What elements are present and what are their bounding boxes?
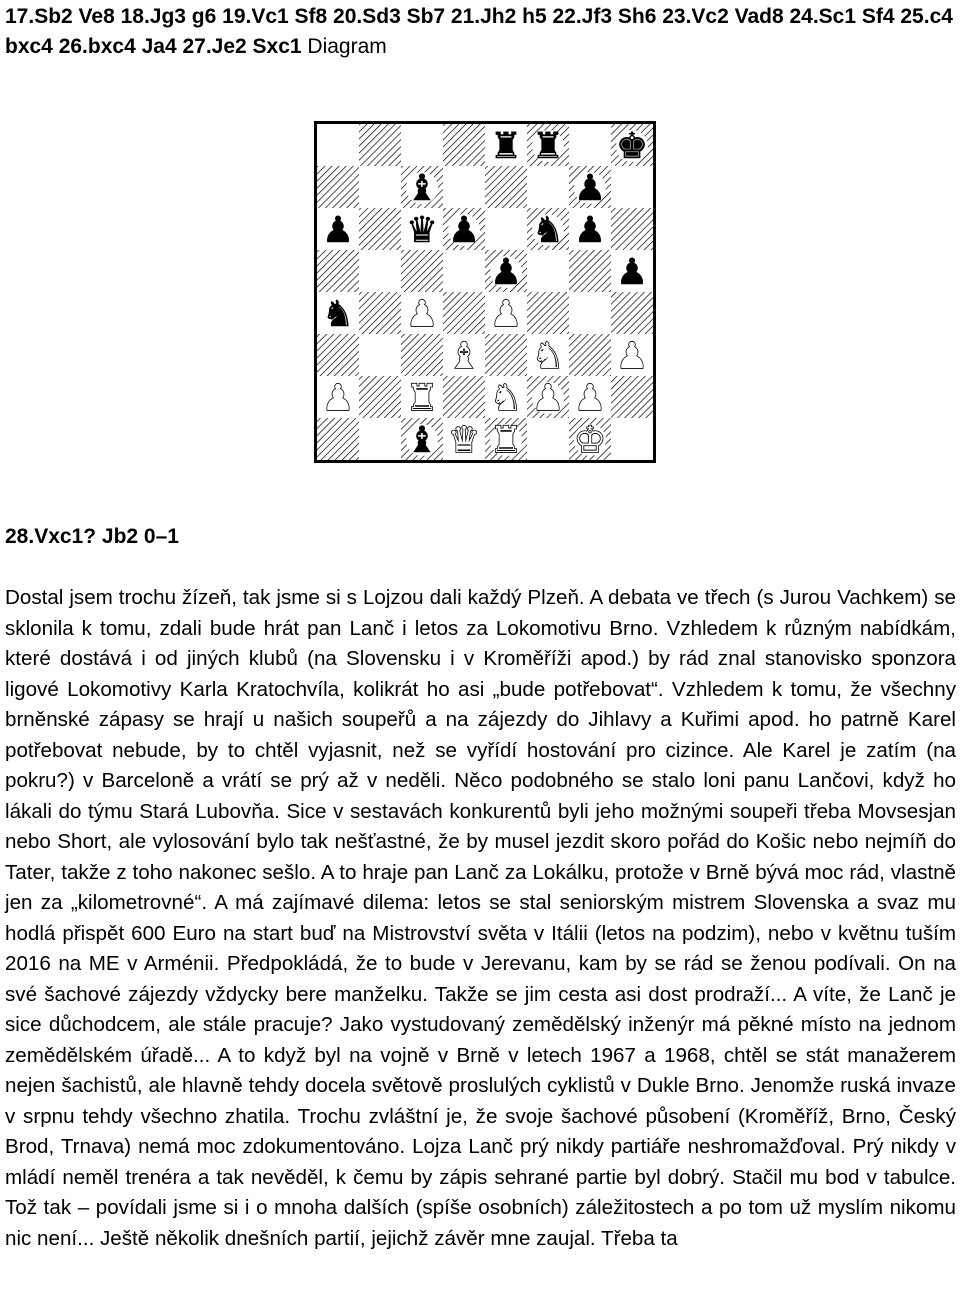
dark-square-h2 [611,376,653,418]
dark-square-b8 [359,124,401,166]
dark-square-a7 [317,166,359,208]
diagram-label: Diagram [307,35,387,58]
light-square-f1 [527,418,569,460]
black-pawn-h5: ♟ [615,252,649,293]
light-square-g8 [569,124,611,166]
light-square-g4 [569,292,611,334]
article-paragraph: Dostal jsem trochu žízeň, tak jsme si s Lojzou dali každý Plzeň. A debata ve třech (s Jurou Vachkem) se sklonila k tomu, zdali bude hrát pan Lanč i letos za Lokomotivu Brno. Vzhledem k různým nabídkám, které dostává i od jiných klubů (na Slovensku i v Kroměříži apod.) by rád znal stanovisko sponzora ligové Lokomotivy Karla Kratochvíla, kolikrát ho asi „bude potřebovat“. Vzhledem k tomu, že všechny brněnské zápasy se hrají u našich soupeřů a na zájezdy do Jihlavy a Kuřimi apod. ho patrně Karel potřebovat nebude, by to chtěl vyjasnit, než se vyřídí hostování pro cizince. Ale Karel je zatím (na pokru?) v Barceloně a vrátí se prý až v neděli. Něco podobného se stalo loni panu Lančovi, když ho lákali do týmu Stará Lubovňa. Sice v sestavách konkurentů byli jeho možnými soupeři třeba Movsesjan nebo Short, ale vylosování bylo tak nešťastné, že by musel jezdit skoro pořád do Košic nebo nejmíň do Tater, takže z toho nakonec sešlo. A to hraje pan Lanč za Lokálku, protože v Brně bývá moc rád, vlastně jen za „kilometrovné“. A má zajímavé dilema: letos se stal seniorským mistrem Slovenska a svaz mu hodlá přispět 600 Euro na start buď na Mistrovství světa v Itálii (letos na podzim), nebo v květnu tuším 2016 na ME v Arménii. Předpokládá, že to bude v Jerevanu, kam by se rád se ženou podívali. On na své šachové zájezdy vždycky bere manželku. Takže se jim cesta asi dost prodraží... A víte, že Lanč je sice důchodcem, ale stále pracuje? Jako vystudovaný zemědělský inženýr má pěkné místo na jednom zemědělském úřadě... A to když byl na vojně v Brně v letech 1967 a 1968, chtěl se stát manažerem nejen šachistů, ale hlavně tehdy docela světově proslulých cyklistů v Dukle Brno. Jenomže ruská invaze v srpnu tehdy všechno zhatila. Trochu zvláštní je, že svoje šachové působení (Kroměříž, Brno, Český Brod, Trnava) nemá moc zdokumentováno. Lojza Lanč prý nikdy partiáře neshromažďoval. Prý nikdy v mládí neměl trenéra a tak nevěděl, k čemu by zápis sehrané partie byl dobrý. Stačil mu bod v tabulce. Tož tak – povídali jsme si i o mnoha dalších (spíše osobních) záležitostech a po tom už myslím nikomu nic není... Ještě několik dnešních partií, jejichž závěr mne zaujal. Třeba ta [5,586,956,1250]
white-pawn-e4: ♟ [489,294,523,335]
black-bishop-c7: ♝ [405,168,439,209]
white-rook-c2: ♜ [405,378,439,419]
dark-square-d4 [443,292,485,334]
article-body [5,583,956,1254]
white-knight-f3: ♞ [531,336,565,377]
white-pawn-c4: ♟ [405,294,439,335]
black-king-h8: ♚ [615,126,649,167]
white-pawn-g2: ♟ [573,378,607,419]
light-square-b7 [359,166,401,208]
black-pawn-g7: ♟ [573,168,607,209]
light-square-b5 [359,250,401,292]
white-king-g1: ♚ [573,420,607,460]
dark-square-h4 [611,292,653,334]
light-square-a8 [317,124,359,166]
dark-square-f4 [527,292,569,334]
light-square-d5 [443,250,485,292]
white-pawn-a2: ♟ [321,378,355,419]
dark-square-d8 [443,124,485,166]
dark-square-b6 [359,208,401,250]
black-rook-e8: ♜ [489,126,523,167]
black-knight-f6: ♞ [531,210,565,251]
white-rook-e1: ♜ [489,420,523,460]
light-square-e6 [485,208,527,250]
dark-square-e7 [485,166,527,208]
light-square-b1 [359,418,401,460]
black-knight-a4: ♞ [321,294,355,335]
light-square-f7 [527,166,569,208]
moves-notation: 17.Sb2 Ve8 18.Jg3 g6 19.Vc1 Sf8 20.Sd3 Sb7 21.Jh2 h5 22.Jf3 Sh6 23.Vc2 Vad8 24.Sc1 Sf4 25.c4 bxc4 26.bxc4 Ja4 27.Je2 Sxc1 [5,5,953,58]
dark-square-b4 [359,292,401,334]
dark-square-c3 [401,334,443,376]
black-queen-c6: ♛ [405,210,439,251]
chess-diagram [314,121,656,463]
light-square-f5 [527,250,569,292]
dark-square-g5 [569,250,611,292]
light-square-b3 [359,334,401,376]
dark-square-g3 [569,334,611,376]
result-line: 28.Vxc1? Jb2 0–1 [5,525,179,548]
light-square-h7 [611,166,653,208]
dark-square-a1 [317,418,359,460]
black-pawn-d6: ♟ [447,210,481,251]
dark-square-e3 [485,334,527,376]
dark-square-d2 [443,376,485,418]
light-square-d7 [443,166,485,208]
light-square-h1 [611,418,653,460]
black-bishop-c1: ♝ [405,420,439,460]
light-square-c8 [401,124,443,166]
black-rook-f8: ♜ [531,126,565,167]
black-pawn-a6: ♟ [321,210,355,251]
black-pawn-g6: ♟ [573,210,607,251]
dark-square-a5 [317,250,359,292]
white-bishop-d3: ♝ [447,336,481,377]
white-pawn-f2: ♟ [531,378,565,419]
game-moves [5,2,955,62]
white-knight-e2: ♞ [489,378,523,419]
dark-square-b2 [359,376,401,418]
dark-square-h6 [611,208,653,250]
white-queen-d1: ♛ [447,420,481,460]
black-pawn-e5: ♟ [489,252,523,293]
dark-square-c5 [401,250,443,292]
white-pawn-h3: ♟ [615,336,649,377]
dark-square-a3 [317,334,359,376]
